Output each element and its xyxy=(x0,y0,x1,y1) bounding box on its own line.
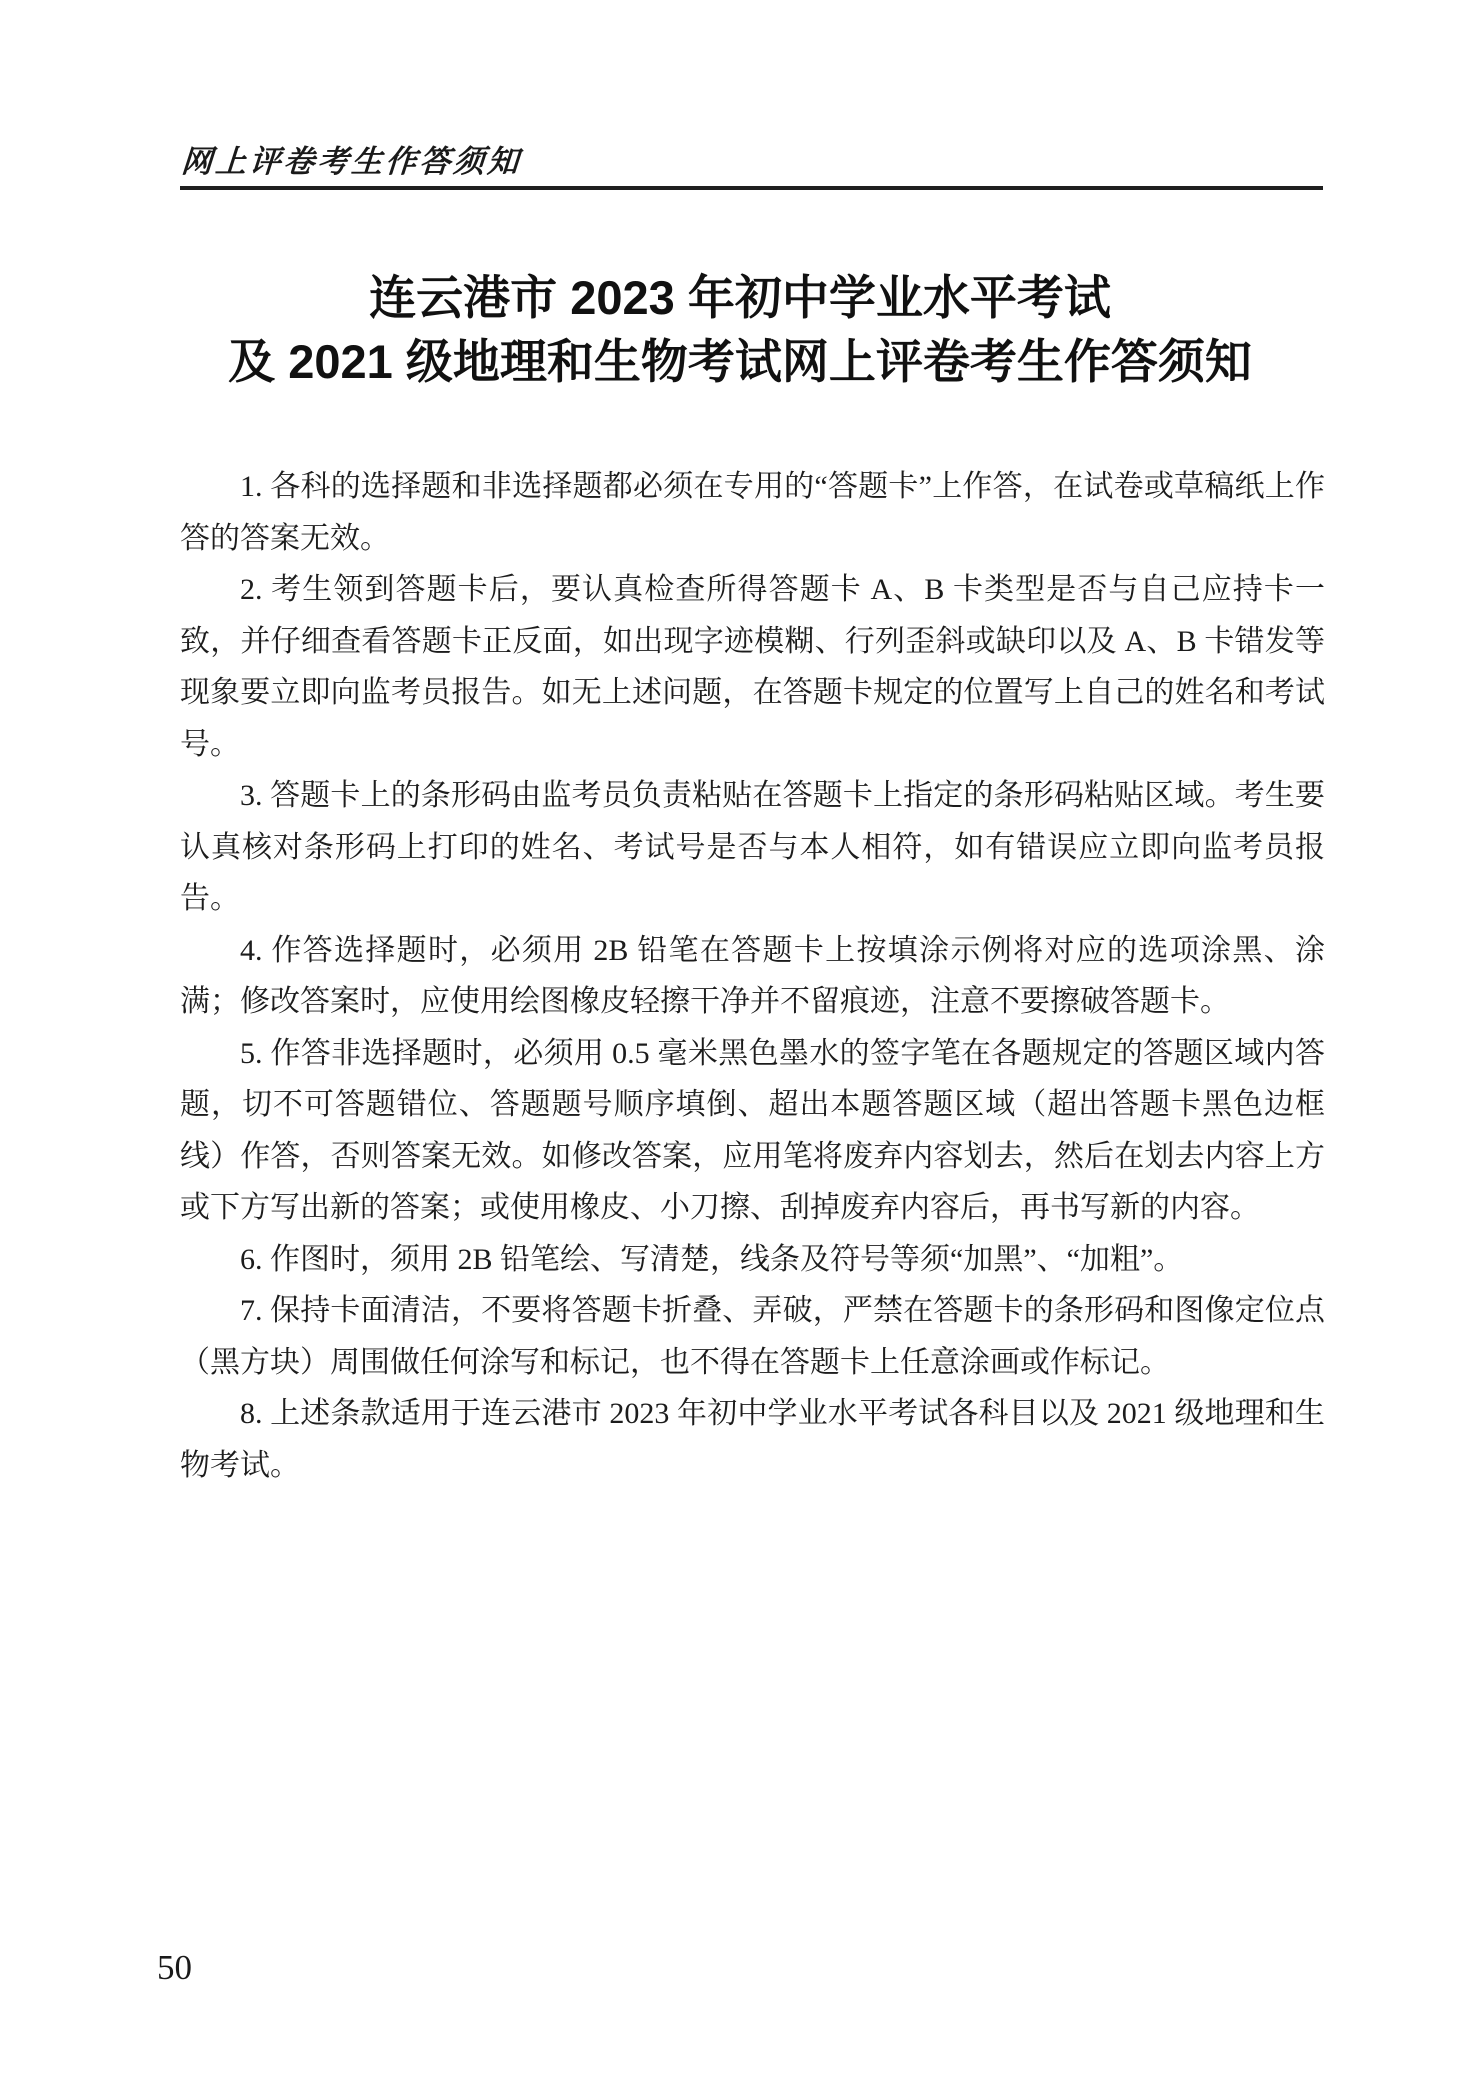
paragraph-4: 4. 作答选择题时，必须用 2B 铅笔在答题卡上按填涂示例将对应的选项涂黑、涂满；修改答案时，应使用绘图橡皮轻擦干净并不留痕迹，注意不要擦破答题卡。 xyxy=(180,933,1325,1018)
running-header-title: 网上评卷考生作答须知 xyxy=(180,144,523,179)
running-header xyxy=(180,136,1323,181)
paragraph-3: 3. 答题卡上的条形码由监考员负责粘贴在答题卡上指定的条形码粘贴区域。考生要认真核对条形码上打印的姓名、考试号是否与本人相符，如有错误应立即向监考员报告。 xyxy=(180,779,1325,915)
paragraph-1: 1. 各科的选择题和非选择题都必须在专用的“答题卡”上作答，在试卷或草稿纸上作答的答案无效。 xyxy=(180,470,1325,555)
paragraph-6: 6. 作图时，须用 2B 铅笔绘、写清楚，线条及符号等须“加黑”、“加粗”。 xyxy=(240,1242,1184,1276)
page-number: 50 xyxy=(157,1948,192,1987)
document-title-line-2: 及 2021 级地理和生物考试网上评卷考生作答须知 xyxy=(228,335,1252,388)
document-title-line-1: 连云港市 2023 年初中学业水平考试 xyxy=(369,271,1111,324)
document-body xyxy=(180,461,1325,1491)
paragraph-7: 7. 保持卡面清洁，不要将答题卡折叠、弄破，严禁在答题卡的条形码和图像定位点（黑方块）周围做任何涂写和标记，也不得在答题卡上任意涂画或作标记。 xyxy=(180,1294,1325,1379)
document-title xyxy=(0,266,1480,394)
paragraph-8: 8. 上述条款适用于连云港市 2023 年初中学业水平考试各科目以及 2021 级地理和生物考试。 xyxy=(180,1397,1325,1482)
paragraph-5: 5. 作答非选择题时，必须用 0.5 毫米黑色墨水的签字笔在各题规定的答题区域内答题，切不可答题错位、答题题号顺序填倒、超出本题答题区域（超出答题卡黑色边框线）作答，否则答案无效。如修改答案，应用笔将废弃内容划去，然后在划去内容上方或下方写出新的答案；或使用橡皮、小刀擦、刮掉废弃内容后，再书写新的内容。 xyxy=(180,1036,1325,1224)
header-rule xyxy=(180,186,1323,190)
paragraph-2: 2. 考生领到答题卡后，要认真检查所得答题卡 A、B 卡类型是否与自己应持卡一致，并仔细查看答题卡正反面，如出现字迹模糊、行列歪斜或缺印以及 A、B 卡错发等现象要立即向监考员报告。如无上述问题，在答题卡规定的位置写上自己的姓名和考试号。 xyxy=(180,573,1325,761)
